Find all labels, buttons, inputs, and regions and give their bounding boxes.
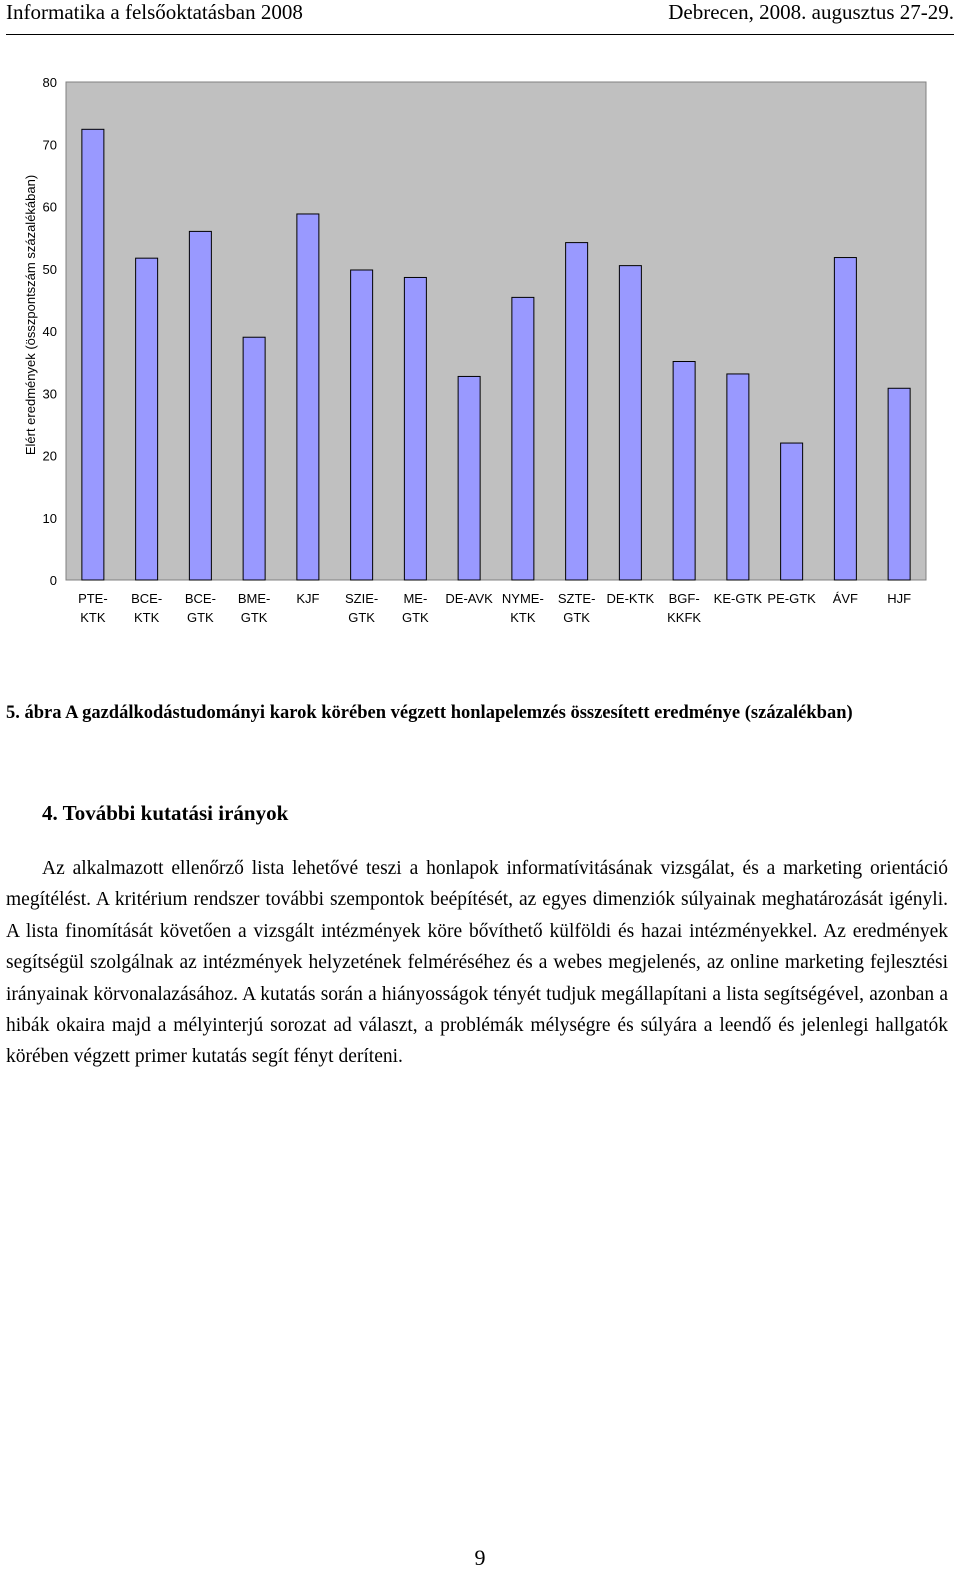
x-tick-label: PE-GTK — [767, 591, 816, 606]
x-tick-label: BCE-GTK — [184, 591, 216, 625]
bar — [619, 266, 641, 580]
x-tick-label: BCE-KTK — [131, 591, 163, 625]
section-heading: 4. További kutatási irányok — [42, 801, 289, 825]
bar — [512, 297, 534, 580]
bar — [189, 231, 211, 580]
y-tick-label: 20 — [42, 448, 57, 464]
bar — [888, 388, 910, 580]
header-date-place: Debrecen, 2008. augusztus 27-29. — [668, 0, 954, 24]
x-tick-label: SZTE-GTK — [557, 591, 596, 625]
bar — [458, 376, 480, 580]
y-tick-label: 80 — [42, 75, 57, 90]
x-tick-label: HJF — [887, 591, 912, 606]
x-tick-label: ME-GTK — [402, 591, 429, 625]
figure-caption: 5. ábra A gazdálkodástudományi karok körében végzett honlapelemzés összesített eredménye (százalékban) — [6, 703, 853, 723]
bar — [673, 362, 695, 580]
bar — [834, 258, 856, 580]
x-tick-label: DE-AVK — [445, 591, 493, 606]
bar — [243, 337, 265, 580]
y-tick-label: 70 — [42, 137, 57, 153]
x-tick-label: KJF — [296, 591, 320, 606]
y-tick-label: 0 — [49, 573, 57, 588]
bar-chart — [0, 44, 960, 684]
running-header — [6, 0, 954, 35]
y-tick-label: 50 — [42, 261, 57, 277]
x-tick-label: ÁVF — [832, 591, 859, 606]
y-axis-title: Elért eredmények (összpontszám százalékában) — [23, 174, 38, 456]
y-tick-label: 10 — [42, 510, 57, 526]
x-tick-label: BME-GTK — [237, 591, 271, 625]
y-tick-label: 30 — [42, 386, 57, 402]
bar — [297, 214, 319, 580]
x-tick-label: BGF-KKFK — [667, 591, 702, 625]
x-tick-label: KE-GTK — [713, 591, 763, 606]
x-tick-label: DE-KTK — [606, 591, 655, 606]
y-axis-ticks — [43, 75, 57, 588]
bar — [781, 443, 803, 580]
page-number: 9 — [474, 1545, 486, 1570]
y-tick-label: 60 — [42, 199, 57, 215]
x-tick-label: NYME-KTK — [501, 591, 544, 625]
bar — [136, 258, 158, 580]
bar — [351, 270, 373, 580]
bar — [727, 374, 749, 580]
x-tick-label: SZIE-GTK — [345, 591, 379, 625]
y-tick-label: 40 — [42, 324, 57, 339]
x-axis-labels — [78, 591, 911, 625]
x-tick-label: PTE-KTK — [78, 591, 108, 625]
bar — [404, 277, 426, 580]
header-conference-title: Informatika a felsőoktatásban 2008 — [6, 0, 303, 24]
bar — [82, 129, 104, 580]
bar — [566, 243, 588, 580]
body-paragraph: Az alkalmazott ellenőrző lista lehetővé teszi a honlapok informatívitásának vizsgálat, és a marketing orientáció megítélést. A kritérium rendszer további szempontok beépítését, az egyes dimenziók súlyainak meghatározását igényli. A lista finomítását követően a vizsgált intézmények köre bővíthető külföldi és hazai intézményekkel. Az eredmények segítségül szolgálnak az intézmények helyzetének felméréséhez és a webes megjelenés, az online marketing fejlesztési irányainak körvonalazásához. A kutatás során a hiányosságok tényét tudjuk megállapítani a lista segítségével, azonban a hibák okaira majd a mélyinterjú sorozat ad választ, a problémák mélységre és súlyára a leendő és jelenlegi hallgatók körében végzett primer kutatás segít fényt deríteni. — [6, 858, 948, 1068]
